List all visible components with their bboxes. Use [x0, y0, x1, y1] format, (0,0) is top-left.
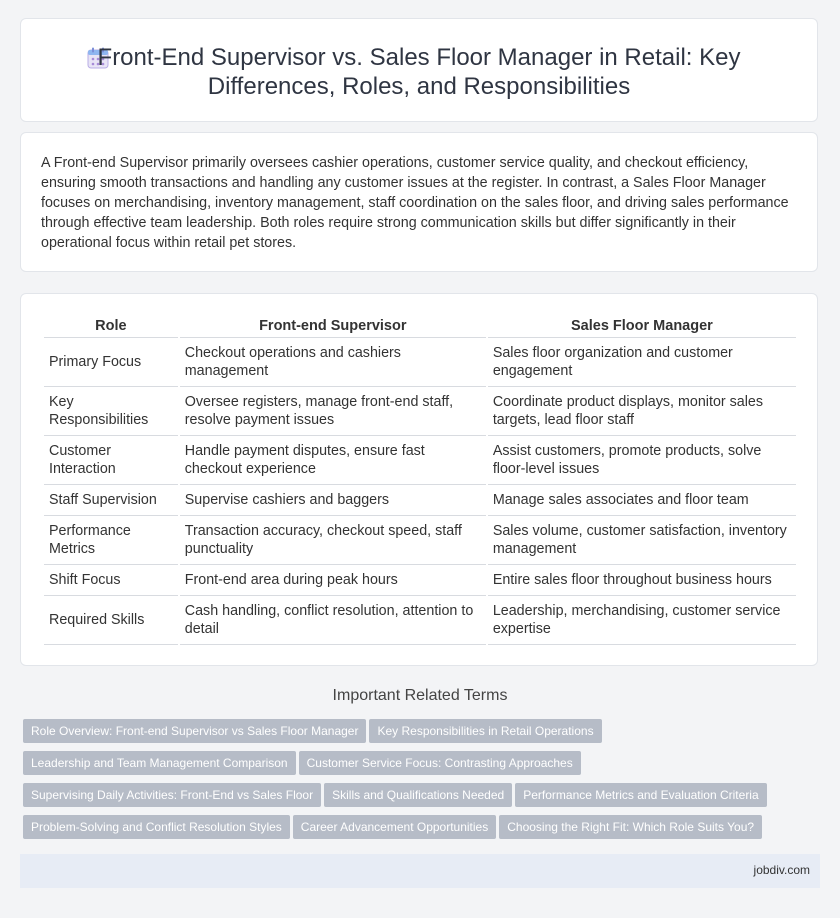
sales-floor-cell: Leadership, merchandising, customer service expertise: [488, 596, 796, 645]
sales-floor-cell: Entire sales floor throughout business hours: [488, 565, 796, 596]
sales-floor-cell: Sales floor organization and customer engagement: [488, 338, 796, 387]
sales-floor-cell: Manage sales associates and floor team: [488, 485, 796, 516]
footer: [20, 854, 820, 888]
row-label: Shift Focus: [44, 565, 178, 596]
related-term-tag[interactable]: Supervising Daily Activities: Front-End vs Sales Floor: [23, 783, 321, 807]
sales-floor-cell: Coordinate product displays, monitor sales targets, lead floor staff: [488, 387, 796, 436]
front-end-cell: Oversee registers, manage front-end staff, resolve payment issues: [180, 387, 486, 436]
table-row: [44, 565, 796, 596]
related-term-tag[interactable]: Customer Service Focus: Contrasting Approaches: [299, 751, 581, 775]
table-row: [44, 387, 796, 436]
row-label: Required Skills: [44, 596, 178, 645]
footer-site-link[interactable]: jobdiv.com: [753, 863, 810, 877]
related-term-tag[interactable]: Key Responsibilities in Retail Operations: [369, 719, 601, 743]
related-term-tag[interactable]: Leadership and Team Management Comparison: [23, 751, 296, 775]
row-label: Primary Focus: [44, 338, 178, 387]
sales-floor-cell: Assist customers, promote products, solve floor-level issues: [488, 436, 796, 485]
row-label: Key Responsibilities: [44, 387, 178, 436]
related-term-tag[interactable]: Problem-Solving and Conflict Resolution Styles: [23, 815, 290, 839]
table-header-row: [44, 314, 796, 338]
table-row: [44, 436, 796, 485]
front-end-cell: Front-end area during peak hours: [180, 565, 486, 596]
front-end-cell: Cash handling, conflict resolution, attention to detail: [180, 596, 486, 645]
intro-card: [20, 132, 818, 272]
sales-floor-cell: Sales volume, customer satisfaction, inventory management: [488, 516, 796, 565]
front-end-cell: Supervise cashiers and baggers: [180, 485, 486, 516]
header-front-end-supervisor: Front-end Supervisor: [180, 314, 486, 338]
front-end-cell: Transaction accuracy, checkout speed, staff punctuality: [180, 516, 486, 565]
header-sales-floor-manager: Sales Floor Manager: [488, 314, 796, 338]
page-title: Front-End Supervisor vs. Sales Floor Manager in Retail: Key Differences, Roles, and Responsibilities: [97, 44, 741, 100]
related-term-tag[interactable]: Choosing the Right Fit: Which Role Suits You?: [499, 815, 762, 839]
table-row: [44, 338, 796, 387]
row-label: Performance Metrics: [44, 516, 178, 565]
row-label: Staff Supervision: [44, 485, 178, 516]
comparison-table: [42, 314, 798, 645]
front-end-cell: Handle payment disputes, ensure fast checkout experience: [180, 436, 486, 485]
table-row: [44, 485, 796, 516]
related-term-tag[interactable]: Performance Metrics and Evaluation Criteria: [515, 783, 766, 807]
header-role: Role: [44, 314, 178, 338]
row-label: Customer Interaction: [44, 436, 178, 485]
comparison-card: [20, 293, 818, 666]
related-term-tag[interactable]: Role Overview: Front-end Supervisor vs Sales Floor Manager: [23, 719, 366, 743]
intro-paragraph: A Front-end Supervisor primarily oversees cashier operations, customer service quality, and checkout efficiency, ensuring smooth transactions and handling any customer issues at the register. In contrast, a Sales Floor Manager focuses on merchandising, inventory management, staff coordination on the sales floor, and driving sales performance through effective team leadership. Both roles require strong communication skills but differ significantly in their operational focus within retail pet stores.: [41, 155, 789, 251]
related-terms-title: Important Related Terms: [332, 687, 508, 704]
related-term-tag[interactable]: Career Advancement Opportunities: [293, 815, 496, 839]
title-card: [20, 18, 818, 122]
table-row: [44, 516, 796, 565]
related-terms-list: [23, 719, 813, 847]
front-end-cell: Checkout operations and cashiers management: [180, 338, 486, 387]
related-term-tag[interactable]: Skills and Qualifications Needed: [324, 783, 512, 807]
table-row: [44, 596, 796, 645]
